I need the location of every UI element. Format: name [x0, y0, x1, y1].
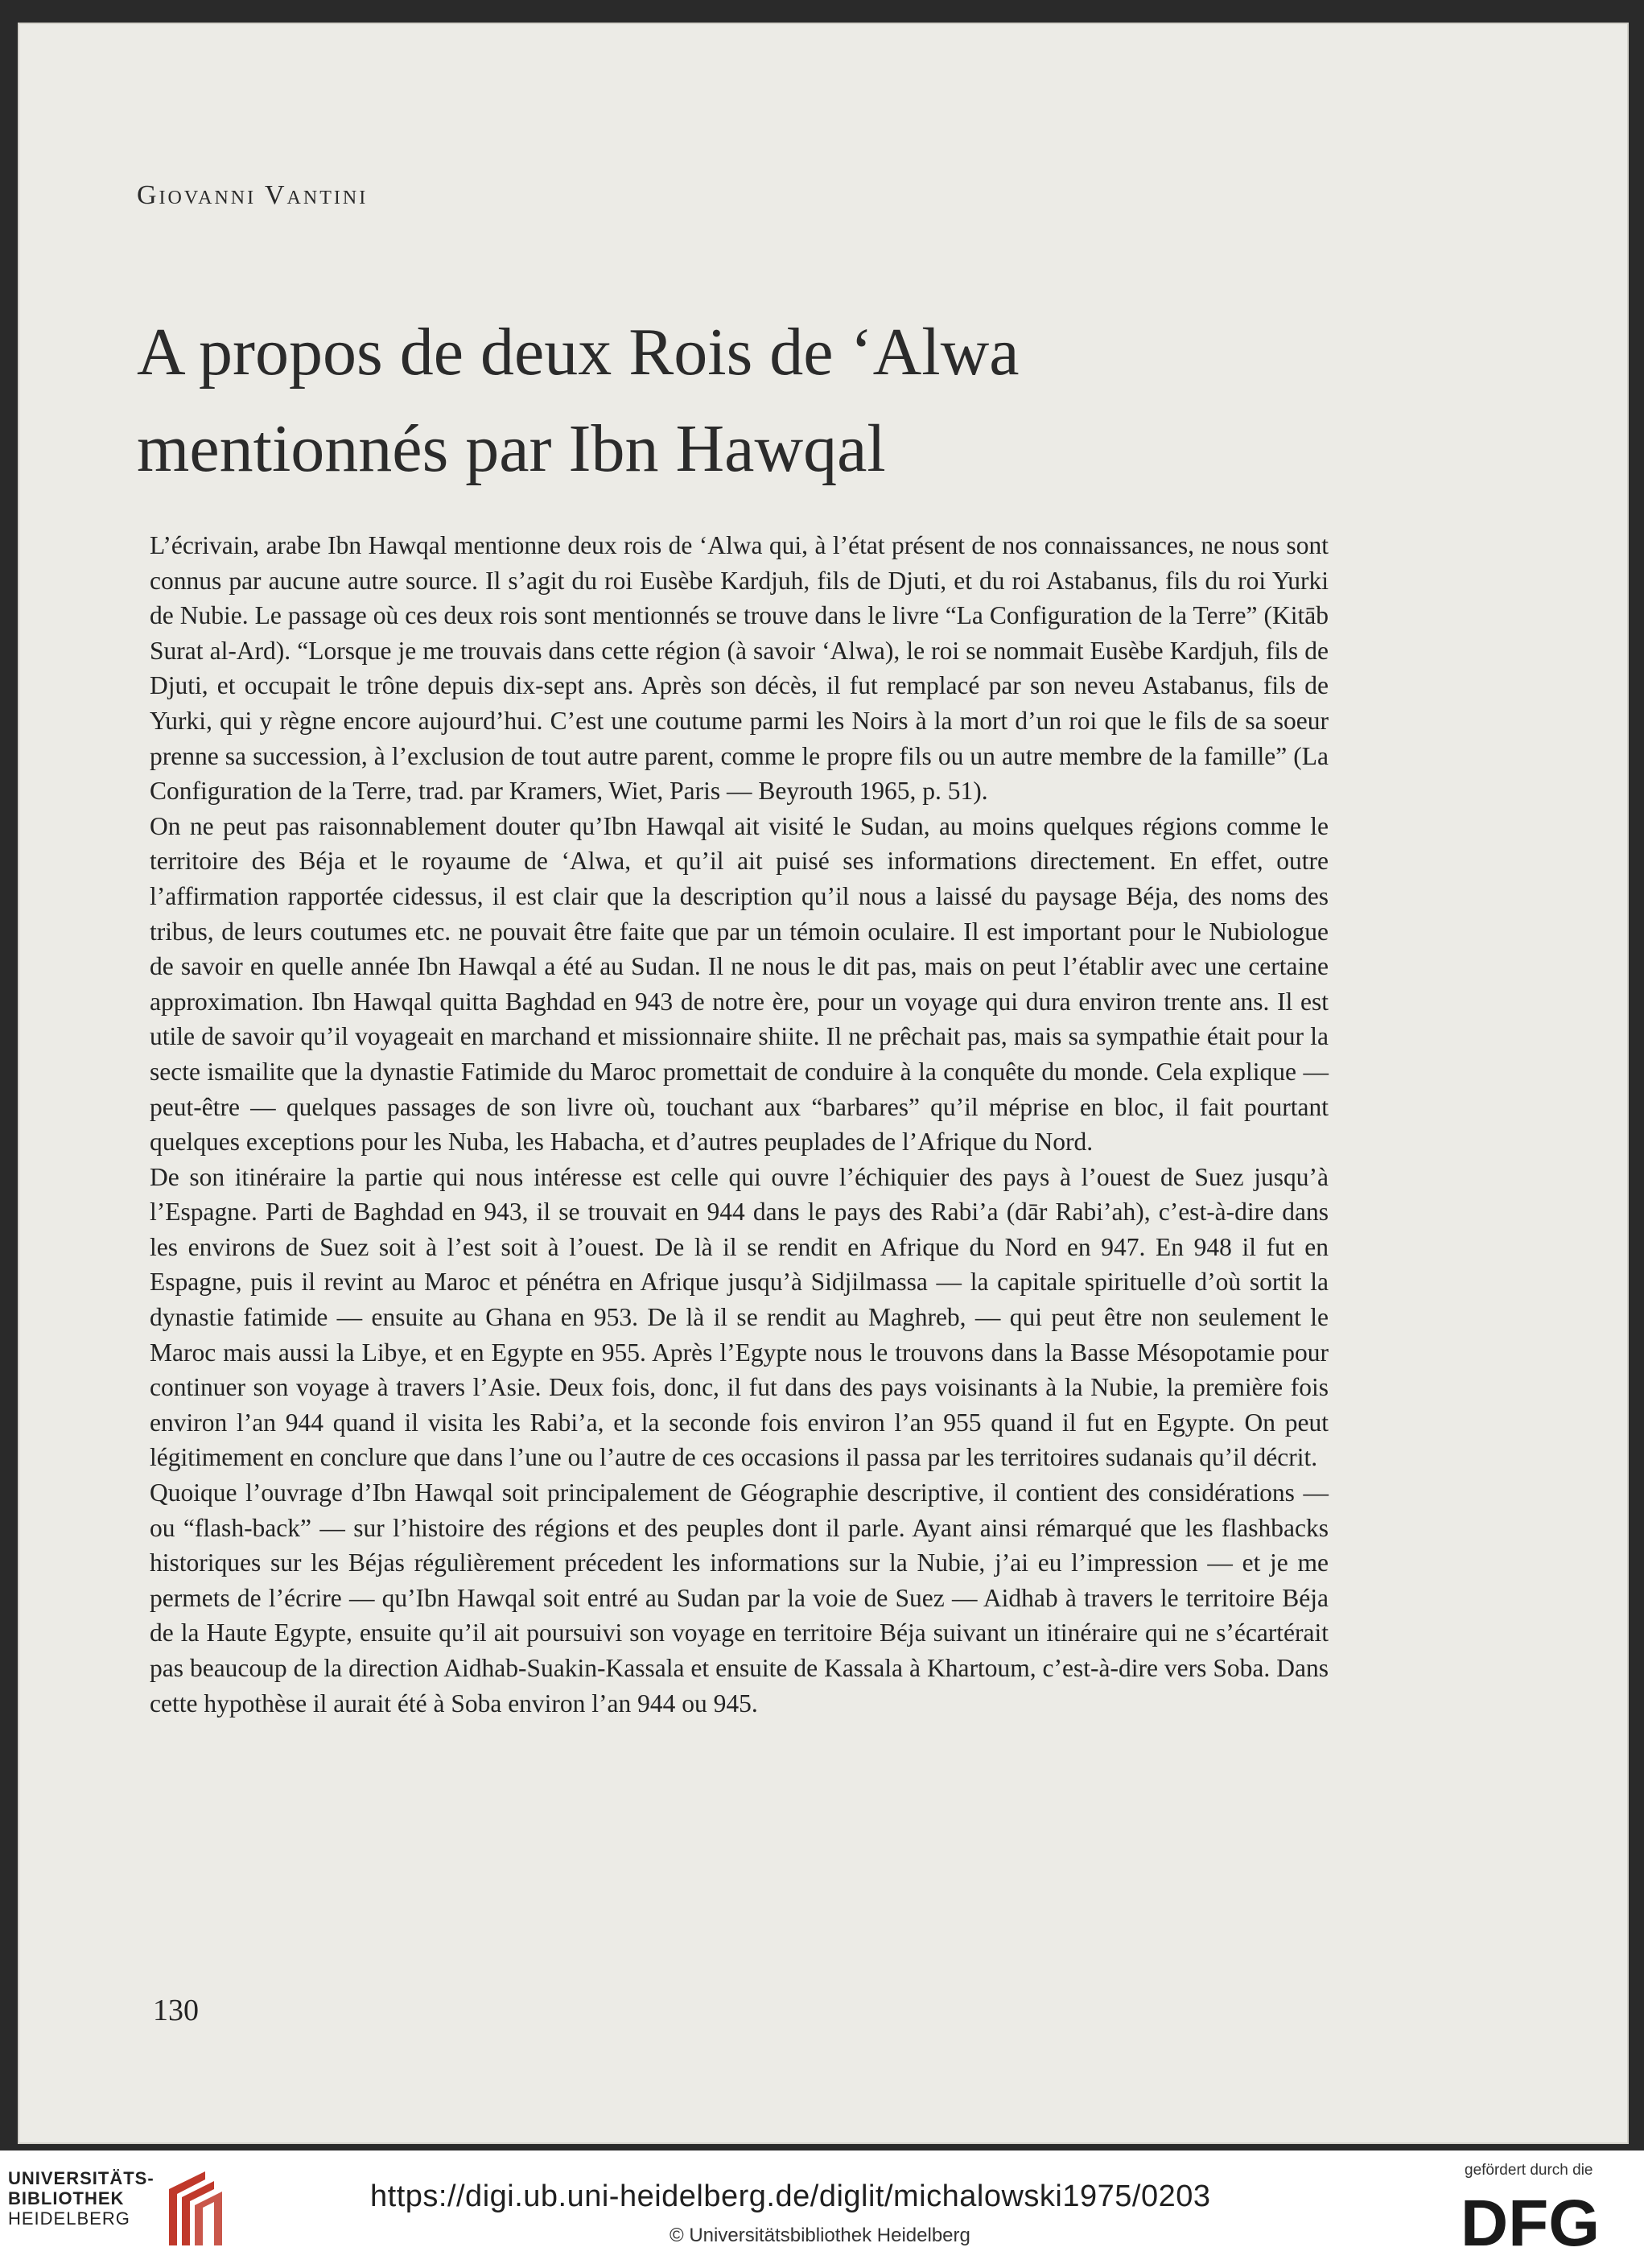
page-number: 130 — [153, 1994, 199, 2027]
article-body — [150, 528, 1329, 1721]
title-line-1: A propos de deux Rois de ‘Alwa — [137, 315, 1020, 390]
library-logo-icon — [161, 2165, 225, 2254]
permalink-url[interactable]: https://digi.ub.uni-heidelberg.de/diglit/michalowski1975/0203 — [370, 2179, 1211, 2213]
viewer-footer — [0, 2150, 1644, 2268]
paragraph: On ne peut pas raisonnablement douter qu’Ibn Hawqal ait visité le Sudan, au moins quelques régions comme le territoire des Béja et le royaume de ‘Alwa, et qu’il ait puisé ses informations directement. En effet, outre l’affirmation rapportée cidessus, il est clair que la description qu’il nous a laissé du paysage Béja, des noms des tribus, de leurs coutumes etc. ne pouvait être faite que par un témoin oculaire. Il est important pour le Nubiologue de savoir en quelle année Ibn Hawqal a été au Sudan. Il ne nous le dit pas, mais on peut l’établir avec une certaine approximation. Ibn Hawqal quitta Baghdad en 943 de notre ère, pour un voyage qui dura environ trente ans. Il est utile de savoir qu’il voyageait en marchand et missionnaire shiite. Il ne prêchait pas, mais sa sympathie était pour la secte ismailite que la dynastie Fatimide du Maroc promettait de conduire à la conquête du monde. Cela explique — peut-être — quelques passages de son livre où, touchant aux “barbares” qu’il méprise en bloc, il fait pourtant quelques exceptions pour les Nuba, les Habacha, et d’autres peuplades de l’Afrique du Nord. — [150, 811, 1329, 1157]
paragraph: L’écrivain, arabe Ibn Hawqal mentionne deux rois de ‘Alwa qui, à l’état présent de nos connaissances, ne nous sont connus par aucune autre source. Il s’agit du roi Eusèbe Kardjuh, fils de Djuti, et du roi Astabanus, fils du roi Yurki de Nubie. Le passage où ces deux rois sont mentionnés se trouve dans le livre “La Configuration de la Terre” (Kitāb Surat al-Ard). “Lorsque je me trouvais dans cette région (à savoir ‘Alwa), le roi se nommait Eusèbe Kardjuh, fils de Djuti, et occupait le trône depuis dix-sept ans. Après son décès, il fut remplacé par son neveu Astabanus, fils de Yurki, qui y règne encore aujourd’hui. C’est une coutume parmi les Noirs à la mort d’un roi que le fils de sa soeur prenne sa succession, à l’exclusion de tout autre parent, comme le propre fils ou un autre membre de la famille” (La Configuration de la Terre, trad. par Kramers, Wiet, Paris — Beyrouth 1965, p. 51). — [150, 531, 1329, 806]
library-line-3: HEIDELBERG — [8, 2208, 130, 2229]
paragraph: Quoique l’ouvrage d’Ibn Hawqal soit principalement de Géographie descriptive, il contient des considérations — ou “flash-back” — sur l’histoire des régions et des peuples dont il parle. Ayant ainsi rémarqué que les flashbacks historiques sur les Béjas régulièrement précedent les informations sur la Nubie, j’ai eu l’impression — et je me permets de l’écrire — qu’Ibn Hawqal soit entré au Sudan par la voie de Suez — Aidhab à travers le territoire Béja de la Haute Egypte, ensuite qu’il ait poursuivi son voyage en territoire Béja suivant un itinéraire qui ne s’écartérait pas beaucoup de la direction Aidhab-Suakin-Kassala et ensuite de Kassala à Khartoum, c’est-à-dire vers Soba. Dans cette hypothèse il aurait été à Soba environ l’an 944 ou 945. — [150, 1478, 1329, 1717]
funding-label: gefördert durch die — [1465, 2162, 1593, 2179]
dfg-logo-text: DFG — [1461, 2189, 1601, 2254]
author-name: Giovanni Vantini — [137, 180, 369, 210]
library-logo-text[interactable] — [8, 2168, 155, 2229]
document-page — [18, 23, 1629, 2144]
library-line-2: BIBLIOTHEK — [8, 2188, 125, 2208]
paragraph: De son itinéraire la partie qui nous intéresse est celle qui ouvre l’échiquier des pays à l’ouest de Suez jusqu’à l’Espagne. Parti de Baghdad en 943, il se trouvait en 944 dans le pays des Rabi’a (dār Rabi’ah), c’est-à-dire dans les environs de Suez soit à l’est soit à l’ouest. De là il se rendit en Afrique du Nord en 947. En 948 il fut en Espagne, puis il revint au Maroc et pénétra en Afrique jusqu’à Sidjilmassa — la capitale spirituelle d’où sortit la dynastie fatimide — ensuite au Ghana en 953. De là il se rendit au Maghreb, — qui peut être non seulement le Maroc mais aussi la Libye, et en Egypte en 955. Après l’Egypte nous le trouvons dans la Basse Mésopotamie pour continuer son voyage à travers l’Asie. Deux fois, donc, il fut dans des pays voisinants à la Nubie, la première fois environ l’an 944 quand il visita les Rabi’a, et la seconde fois environ l’an 955 quand il fut en Egypte. On peut légitimement en conclure que dans l’une ou l’autre de ces occasions il passa par les territoires sudanais qu’il décrit. — [150, 1162, 1329, 1472]
copyright-notice: © Universitätsbibliothek Heidelberg — [670, 2225, 970, 2246]
article-title — [137, 304, 1424, 497]
library-line-1: UNIVERSITÄTS- — [8, 2168, 155, 2188]
dfg-logo-icon[interactable] — [1461, 2189, 1621, 2254]
title-line-2: mentionnés par Ibn Hawqal — [137, 411, 886, 486]
